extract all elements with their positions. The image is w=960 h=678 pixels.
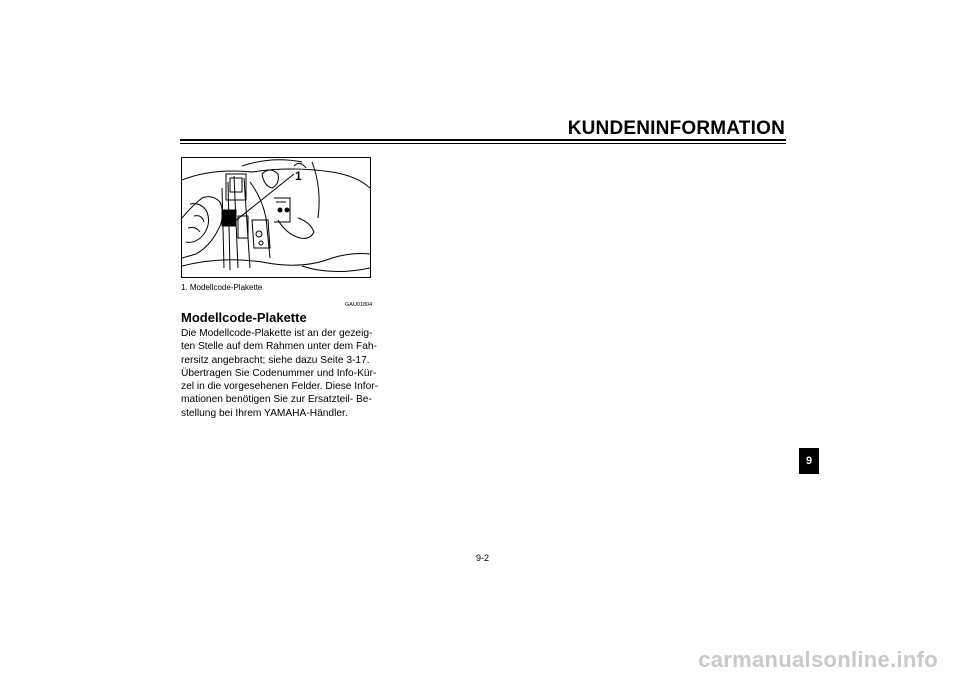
section-heading: Modellcode-Plakette [181, 310, 307, 325]
body-line: stellung bei Ihrem YAMAHA-Händler. [181, 407, 348, 419]
body-line: ten Stelle auf dem Rahmen unter dem Fah- [181, 341, 377, 353]
header-rule-thin [180, 143, 786, 144]
header-rule [180, 139, 786, 141]
body-line: zel in die vorgesehenen Felder. Diese Infor- [181, 381, 379, 393]
body-line: Die Modellcode-Plakette ist an der gezeig- [181, 328, 373, 339]
figure-caption: 1. Modellcode-Plakette [181, 283, 263, 292]
body-line: rersitz angebracht; siehe dazu Seite 3-17. [181, 354, 370, 366]
section-body [181, 327, 381, 420]
callout-number: 1 [295, 169, 302, 183]
body-line: mationen benötigen Sie zur Ersatzteil- Be- [181, 394, 372, 406]
body-line: Übertragen Sie Codenummer und Info-Kür- [181, 367, 377, 379]
page-number: 9-2 [476, 553, 490, 563]
model-label-illustration [182, 158, 370, 277]
chapter-tab: 9 [799, 448, 819, 474]
watermark: carmanualsonline.info [698, 647, 938, 672]
page-title: KUNDENINFORMATION [567, 118, 785, 139]
document-code: GAU01804 [345, 302, 373, 308]
illustration-frame [181, 157, 371, 278]
